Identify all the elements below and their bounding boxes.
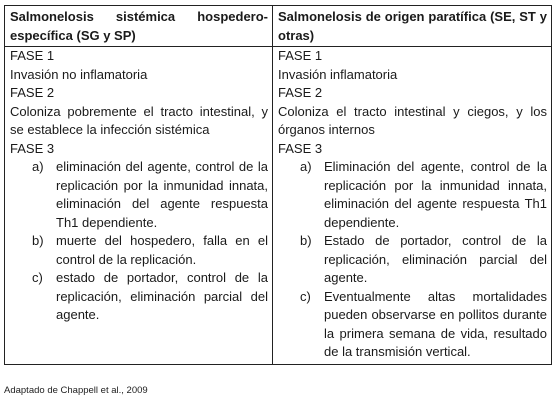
list-marker: c) <box>32 270 43 285</box>
left-phase2-text: Coloniza pobremente el tracto intestinal, y se establece la infección sistémica <box>10 103 268 137</box>
list-item-text: Eliminación del agente, control de la replicación por la inmunidad innata, eliminación del agente respuesta Th1 dependiente. <box>324 159 547 230</box>
list-item <box>10 269 268 325</box>
right-phase1-text: Invasión inflamatoria <box>278 66 398 82</box>
header-paratyphoid-salmonelosis: Salmonelosis de origen paratífica (SE, ST y otras) <box>273 6 552 47</box>
list-item <box>10 232 268 269</box>
list-item <box>278 232 547 288</box>
header-systemic-salmonelosis: Salmonelosis sistémica hospedero-específica (SG y SP) <box>5 6 273 47</box>
list-item-text: estado de portador, control de la replicación, eliminación parcial del agente. <box>56 270 268 322</box>
source-note: Adaptado de Chappell et al., 2009 <box>4 385 148 396</box>
right-phase2-label: FASE 2 <box>278 85 323 100</box>
list-marker: c) <box>300 288 311 304</box>
list-item-text: muerte del hospedero, falla en el control de la replicación. <box>56 233 268 267</box>
table-header-row <box>5 6 552 47</box>
left-phase3-list <box>10 158 268 325</box>
salmonelosis-comparison-table <box>4 5 552 365</box>
right-phase3-list <box>278 158 547 362</box>
left-phase2-label: FASE 2 <box>10 85 55 100</box>
list-marker: a) <box>300 159 312 174</box>
paratyphoid-column <box>273 47 552 365</box>
list-item <box>10 158 268 232</box>
right-phase3-label: FASE 3 <box>278 140 323 156</box>
list-item <box>278 158 547 232</box>
list-marker: b) <box>300 233 312 248</box>
list-item-text: eliminación del agente, control de la replicación por la inmunidad innata, eliminación del agente respuesta Th1 dependiente. <box>56 159 268 230</box>
left-phase1-text: Invasión no inflamatoria <box>10 66 148 82</box>
left-phase1-label: FASE 1 <box>10 48 55 63</box>
right-phase2-text: Coloniza el tracto intestinal y ciegos, y los órganos internos <box>278 103 547 137</box>
list-item <box>278 288 547 362</box>
list-item-text: Eventualmente altas mortalidades pueden observarse en pollitos durante la primera semana de vida, resultado de la transmisión vertical. <box>324 288 547 359</box>
list-marker: b) <box>32 233 44 248</box>
list-marker: a) <box>32 159 44 174</box>
right-phase1-label: FASE 1 <box>278 48 323 63</box>
table-body-row <box>5 47 552 365</box>
systemic-column <box>5 47 273 365</box>
list-item-text: Estado de portador, control de la replicación, eliminación parcial del agente. <box>324 233 547 285</box>
left-phase3-label: FASE 3 <box>10 140 55 156</box>
